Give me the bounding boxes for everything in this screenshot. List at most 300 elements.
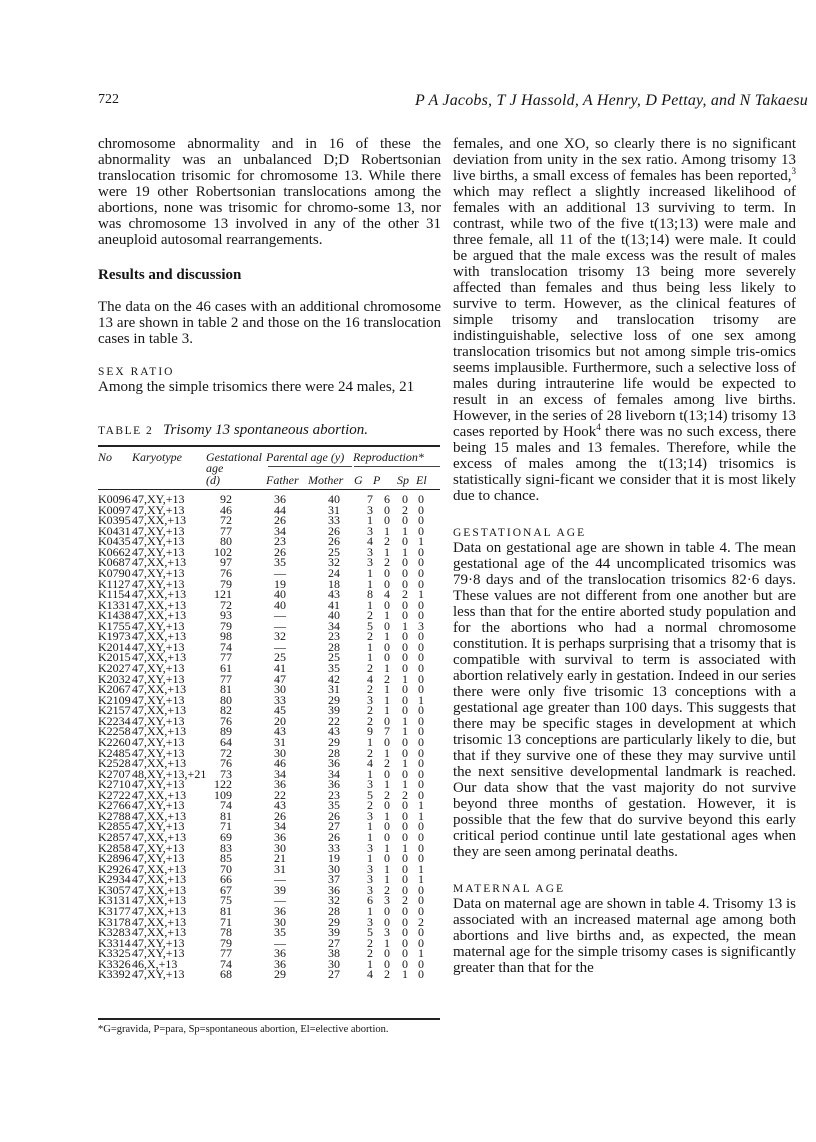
table-body: [98, 494, 428, 980]
cell-karyotype: 47,XX,+13: [132, 872, 187, 887]
cell-gestational-age: 46: [220, 502, 232, 517]
cell-mother-age: 23: [328, 629, 340, 644]
cell-karyotype: 47,XY,+13: [132, 734, 185, 749]
cell-gravida: 1: [367, 639, 373, 654]
page-number: 722: [98, 92, 119, 107]
cell-spontaneous: 0: [402, 819, 408, 834]
cell-spontaneous: 0: [402, 639, 408, 654]
cell-gestational-age: 61: [220, 661, 232, 675]
cell-para: 1: [384, 629, 390, 644]
cell-case-no: K0662: [98, 544, 131, 559]
cell-para: 0: [384, 851, 390, 866]
cell-gestational-age: 78: [220, 925, 232, 940]
cell-elective: 1: [418, 872, 424, 887]
cell-elective: 0: [418, 713, 424, 728]
cell-father-age: 30: [274, 914, 286, 929]
cell-case-no: K2858: [98, 840, 131, 855]
cell-mother-age: 26: [328, 523, 340, 538]
cell-father-age: 44: [274, 502, 286, 517]
cell-para: 2: [384, 967, 390, 982]
cell-elective: 0: [418, 597, 424, 612]
cell-karyotype: 47,XX,+13: [132, 882, 187, 897]
cell-para: 0: [384, 565, 390, 580]
cell-case-no: K0096: [98, 492, 131, 506]
cell-elective: 0: [418, 565, 424, 580]
cell-mother-age: 26: [328, 808, 340, 823]
cell-gravida: 8: [367, 587, 373, 602]
cell-case-no: K2707: [98, 766, 131, 781]
header-gestational-age: age: [206, 461, 224, 475]
cell-gravida: 9: [367, 724, 373, 739]
cell-karyotype: 48,XY,+13,+21: [132, 766, 207, 781]
cell-karyotype: 47,XX,+13: [132, 650, 187, 665]
cell-para: 1: [384, 840, 390, 855]
cell-spontaneous: 0: [402, 703, 408, 718]
cell-karyotype: 47,XX,+13: [132, 914, 187, 929]
cell-elective: 0: [418, 956, 424, 971]
cell-gravida: 2: [367, 713, 373, 728]
cell-mother-age: 27: [328, 967, 340, 982]
cell-mother-age: 34: [328, 766, 340, 781]
cell-case-no: K3392: [98, 967, 131, 982]
cell-father-age: 29: [274, 967, 286, 982]
cell-gestational-age: 77: [220, 946, 232, 961]
header-g: G: [354, 473, 363, 487]
cell-father-age: 36: [274, 777, 286, 792]
cell-elective: 2: [418, 914, 424, 929]
cell-spontaneous: 1: [402, 618, 408, 633]
cell-gestational-age: 79: [220, 618, 232, 633]
cell-father-age: 26: [274, 808, 286, 823]
cell-gestational-age: 102: [214, 544, 232, 559]
cell-case-no: K0395: [98, 513, 131, 528]
cell-elective: 1: [418, 587, 424, 602]
cell-spontaneous: 0: [402, 565, 408, 580]
cell-gravida: 1: [367, 576, 373, 591]
cell-mother-age: 40: [328, 608, 340, 623]
cell-gestational-age: 89: [220, 724, 232, 739]
cell-gestational-age: 122: [214, 777, 232, 792]
cell-mother-age: 36: [328, 756, 340, 771]
cell-spontaneous: 0: [402, 534, 408, 549]
cell-spontaneous: 0: [402, 492, 408, 506]
cell-gestational-age: 66: [220, 872, 232, 887]
cell-gravida: 3: [367, 502, 373, 517]
cell-elective: 0: [418, 639, 424, 654]
cell-gestational-age: 97: [220, 555, 232, 570]
cell-case-no: K2855: [98, 819, 131, 834]
cell-spontaneous: 0: [402, 513, 408, 528]
cell-gravida: 3: [367, 808, 373, 823]
cell-gestational-age: 64: [220, 734, 232, 749]
header-father: Father: [266, 473, 299, 487]
cell-elective: 1: [418, 798, 424, 813]
paragraph-gestational-age: Data on gestational age are shown in table 4. The mean gestational age of the 44 uncomplicated trisomics was 79·8 days and of the translocation trisomics 82·6 days. These values are not different from one another but are less than that for the entire aborted study population and for the abortions who had a normal chromosome constitution. It is perhaps surprising that a trisomy that is compatible with survival to term is associated with abortion relatively early in gestation. Indeed in our series there were only five trisomic 13 conceptions with a gestational age greater than 100 days. This suggests that there may be specific stages in development at which trisomic 13 conceptions are particularly likely to die, but that if they survive one of these they may survive until the next sensitive developmental landmark is reached. Our data show that the vast majority do not survive beyond three months of gestation. However, it is possible that the few that do survive beyond this early critical period continue until late gestational ages when they are seen among perinatal deaths.: [453, 540, 796, 860]
cell-elective: 0: [418, 766, 424, 781]
cell-elective: 0: [418, 819, 424, 834]
cell-father-age: 23: [274, 534, 286, 549]
cell-elective: 0: [418, 724, 424, 739]
cell-case-no: K2109: [98, 692, 131, 707]
cell-spontaneous: 0: [402, 861, 408, 876]
cell-spontaneous: 1: [402, 523, 408, 538]
cell-spontaneous: 0: [402, 830, 408, 844]
trisomy-13-table: [98, 494, 428, 980]
cell-gravida: 3: [367, 861, 373, 876]
header-sp: Sp: [397, 473, 409, 487]
cell-case-no: K1331: [98, 597, 131, 612]
cell-para: 3: [384, 925, 390, 940]
cell-karyotype: 47,XY,+13: [132, 639, 185, 654]
cell-mother-age: 28: [328, 903, 340, 918]
cell-father-age: 36: [274, 946, 286, 961]
cell-father-age: 31: [274, 734, 286, 749]
cell-case-no: K2067: [98, 682, 131, 697]
cell-mother-age: 38: [328, 946, 340, 961]
table-label: TABLE 2: [98, 425, 154, 437]
cell-father-age: —: [274, 872, 286, 887]
cell-father-age: 19: [274, 576, 286, 591]
cell-gravida: 7: [367, 492, 373, 506]
cell-para: 1: [384, 661, 390, 675]
cell-elective: 0: [418, 608, 424, 623]
cell-gravida: 5: [367, 925, 373, 940]
cell-gravida: 4: [367, 534, 373, 549]
cell-gravida: 1: [367, 650, 373, 665]
cell-para: 0: [384, 956, 390, 971]
cell-spontaneous: 0: [402, 597, 408, 612]
cell-case-no: K2014: [98, 639, 131, 654]
cell-spontaneous: 2: [402, 787, 408, 802]
cell-elective: 1: [418, 534, 424, 549]
header-gestational: Gestational: [206, 450, 262, 464]
cell-karyotype: 47,XX,+13: [132, 787, 187, 802]
cell-case-no: K2258: [98, 724, 131, 739]
header-parental-age: Parental age (y): [266, 450, 345, 464]
cell-karyotype: 47,XY,+13: [132, 946, 185, 961]
cell-spontaneous: 0: [402, 914, 408, 929]
cell-para: 0: [384, 819, 390, 834]
cell-father-age: 25: [274, 650, 286, 665]
cell-karyotype: 47,XX,+13: [132, 682, 187, 697]
parental-subrule: [268, 466, 352, 467]
cell-gestational-age: 93: [220, 608, 232, 623]
cell-mother-age: 32: [328, 893, 340, 908]
cell-gravida: 1: [367, 597, 373, 612]
cell-case-no: K3178: [98, 914, 131, 929]
cell-karyotype: 47,XY,+13: [132, 745, 185, 760]
text-segment: there was no such excess, there being 15 males and 13 females. Therefore, while the excess of males among the t(13;14) trisomics is statistically signi-ficant we consider that it is most likely due to chance.: [453, 424, 796, 504]
cell-mother-age: 30: [328, 861, 340, 876]
cell-elective: 0: [418, 555, 424, 570]
cell-elective: 0: [418, 925, 424, 940]
cell-case-no: K2934: [98, 872, 131, 887]
cell-elective: 0: [418, 830, 424, 844]
cell-gravida: 4: [367, 967, 373, 982]
cell-mother-age: 31: [328, 502, 340, 517]
cell-gravida: 3: [367, 544, 373, 559]
cell-para: 6: [384, 492, 390, 506]
cell-elective: 0: [418, 851, 424, 866]
cell-karyotype: 47,XX,+13: [132, 808, 187, 823]
cell-case-no: K2157: [98, 703, 131, 718]
cell-karyotype: 47,XX,+13: [132, 555, 187, 570]
cell-mother-age: 33: [328, 840, 340, 855]
cell-case-no: K2234: [98, 713, 131, 728]
cell-father-age: 30: [274, 745, 286, 760]
cell-karyotype: 47,XX,+13: [132, 608, 187, 623]
cell-spontaneous: 1: [402, 724, 408, 739]
cell-gestational-age: 81: [220, 903, 232, 918]
cell-para: 1: [384, 935, 390, 950]
cell-gestational-age: 72: [220, 513, 232, 528]
cell-gravida: 5: [367, 618, 373, 633]
cell-para: 0: [384, 650, 390, 665]
cell-gestational-age: 79: [220, 935, 232, 950]
cell-spontaneous: 0: [402, 661, 408, 675]
cell-case-no: K0790: [98, 565, 131, 580]
cell-case-no: K1127: [98, 576, 131, 591]
reproduction-subrule: [354, 466, 440, 467]
cell-gravida: 1: [367, 903, 373, 918]
cell-para: 0: [384, 798, 390, 813]
cell-karyotype: 47,XX,+13: [132, 513, 187, 528]
cell-father-age: 31: [274, 861, 286, 876]
cell-karyotype: 47,XY,+13: [132, 777, 185, 792]
paragraph-sex-ratio: Among the simple trisomics there were 24 males, 21: [98, 379, 415, 395]
cell-gravida: 1: [367, 830, 373, 844]
cell-gravida: 1: [367, 819, 373, 834]
cell-elective: 0: [418, 703, 424, 718]
cell-mother-age: 40: [328, 492, 340, 506]
header-p: P: [373, 473, 381, 487]
cell-gestational-age: 98: [220, 629, 232, 644]
cell-karyotype: 47,XY,+13: [132, 661, 185, 675]
cell-case-no: K2260: [98, 734, 131, 749]
cell-spontaneous: 0: [402, 608, 408, 623]
cell-gestational-age: 121: [214, 587, 232, 602]
cell-gravida: 3: [367, 840, 373, 855]
cell-elective: 0: [418, 893, 424, 908]
cell-karyotype: 47,XY,+13: [132, 492, 185, 506]
cell-case-no: K3177: [98, 903, 131, 918]
cell-para: 0: [384, 502, 390, 517]
cell-para: 2: [384, 555, 390, 570]
cell-para: 1: [384, 777, 390, 792]
left-column: [98, 136, 441, 395]
subheading-sex-ratio: SEX RATIO: [98, 366, 175, 378]
cell-para: 0: [384, 903, 390, 918]
cell-mother-age: 39: [328, 703, 340, 718]
cell-gestational-age: 67: [220, 882, 232, 897]
text-segment: which may reflect a slightly increased likelihood of females with an additional 13 surviving to term. In contrast, while two of the five t(13;13) were male and three female, all 11 of the t(13;14) were male. It could be argued that the male excess was the result of males with translocation trisomy 13 being more severely affected than females and thus being less likely to survive to term. However, as the clinical features of simple trisomy and translocation trisomy are indistinguishable, selective loss of one sex among translocation trisomics but not among simple tris-omics seems implausible. Furthermore, such a selective loss of males during intrauterine life would be expected to result in an excess of females among live births. However, in the series of 28 liveborn t(13;14) trisomy 13 cases reported by Hook: [453, 184, 796, 440]
cell-elective: 0: [418, 745, 424, 760]
cell-mother-age: 28: [328, 639, 340, 654]
table-bottom-rule: [98, 1018, 440, 1020]
cell-karyotype: 47,XX,+13: [132, 903, 187, 918]
table-header-rule: [98, 489, 440, 490]
cell-father-age: 40: [274, 587, 286, 602]
cell-father-age: 47: [274, 671, 286, 686]
cell-spontaneous: 0: [402, 882, 408, 897]
cell-case-no: K2032: [98, 671, 131, 686]
cell-elective: 1: [418, 692, 424, 707]
cell-elective: 0: [418, 756, 424, 771]
cell-elective: 0: [418, 576, 424, 591]
cell-karyotype: 47,XX,+13: [132, 587, 187, 602]
cell-gravida: 2: [367, 935, 373, 950]
cell-spontaneous: 0: [402, 734, 408, 749]
cell-case-no: K0431: [98, 523, 131, 538]
cell-spontaneous: 0: [402, 851, 408, 866]
cell-gestational-age: 109: [214, 787, 232, 802]
cell-para: 1: [384, 872, 390, 887]
table-footnote: *G=gravida, P=para, Sp=spontaneous abortion, El=elective abortion.: [98, 1024, 389, 1035]
cell-para: 7: [384, 724, 390, 739]
cell-case-no: K0435: [98, 534, 131, 549]
cell-para: 4: [384, 587, 390, 602]
cell-para: 0: [384, 914, 390, 929]
cell-elective: 0: [418, 661, 424, 675]
table-row: [98, 969, 428, 980]
cell-gravida: 6: [367, 893, 373, 908]
cell-gravida: 2: [367, 946, 373, 961]
cell-gestational-age: 92: [220, 492, 232, 506]
cell-spontaneous: 2: [402, 587, 408, 602]
cell-mother-age: 33: [328, 513, 340, 528]
cell-case-no: K3057: [98, 882, 131, 897]
cell-para: 2: [384, 787, 390, 802]
cell-case-no: K2485: [98, 745, 131, 760]
cell-mother-age: 23: [328, 787, 340, 802]
cell-gestational-age: 74: [220, 956, 232, 971]
cell-case-no: K0687: [98, 555, 131, 570]
cell-case-no: K2027: [98, 661, 131, 675]
cell-mother-age: 35: [328, 661, 340, 675]
cell-gestational-age: 71: [220, 914, 232, 929]
cell-father-age: 20: [274, 713, 286, 728]
cell-case-no: K1154: [98, 587, 131, 602]
cell-gestational-age: 85: [220, 851, 232, 866]
cell-spontaneous: 0: [402, 650, 408, 665]
cell-gravida: 3: [367, 882, 373, 897]
cell-karyotype: 47,XY,+13: [132, 840, 185, 855]
cell-father-age: 45: [274, 703, 286, 718]
cell-spontaneous: 1: [402, 713, 408, 728]
cell-gestational-age: 69: [220, 830, 232, 844]
cell-mother-age: 34: [328, 618, 340, 633]
cell-karyotype: 47,XY,+13: [132, 523, 185, 538]
cell-gravida: 1: [367, 956, 373, 971]
running-head: P A Jacobs, T J Hassold, A Henry, D Pettay, and N Takaesu: [414, 92, 808, 109]
cell-gestational-age: 74: [220, 639, 232, 654]
cell-gravida: 3: [367, 872, 373, 887]
cell-karyotype: 47,XX,+13: [132, 703, 187, 718]
cell-gestational-age: 81: [220, 682, 232, 697]
cell-elective: 0: [418, 671, 424, 686]
cell-father-age: 36: [274, 903, 286, 918]
cell-mother-age: 27: [328, 935, 340, 950]
cell-gravida: 5: [367, 787, 373, 802]
cell-gravida: 2: [367, 682, 373, 697]
section-heading-results: Results and discussion: [98, 267, 242, 283]
cell-case-no: K3283: [98, 925, 131, 940]
cell-elective: 0: [418, 502, 424, 517]
paragraph-sex-ratio-continued: [453, 136, 796, 504]
cell-mother-age: 18: [328, 576, 340, 591]
subheading-gestational-age: GESTATIONAL AGE: [453, 527, 587, 539]
cell-karyotype: 47,XX,+13: [132, 756, 187, 771]
cell-gestational-age: 80: [220, 692, 232, 707]
cell-case-no: K2788: [98, 808, 131, 823]
cell-mother-age: 26: [328, 830, 340, 844]
cell-karyotype: 47,XY,+13: [132, 544, 185, 559]
cell-karyotype: 47,XY,+13: [132, 502, 185, 517]
cell-father-age: 26: [274, 513, 286, 528]
cell-para: 1: [384, 544, 390, 559]
cell-gestational-age: 76: [220, 713, 232, 728]
cell-para: 2: [384, 671, 390, 686]
cell-gravida: 1: [367, 565, 373, 580]
cell-gestational-age: 72: [220, 597, 232, 612]
cell-father-age: 21: [274, 851, 286, 866]
cell-case-no: K2015: [98, 650, 131, 665]
cell-para: 0: [384, 639, 390, 654]
cell-mother-age: 43: [328, 587, 340, 602]
cell-para: 2: [384, 534, 390, 549]
cell-karyotype: 47,XX,+13: [132, 830, 187, 844]
cell-mother-age: 41: [328, 597, 340, 612]
cell-mother-age: 37: [328, 872, 340, 887]
cell-gravida: 3: [367, 555, 373, 570]
cell-elective: 0: [418, 682, 424, 697]
cell-father-age: 22: [274, 787, 286, 802]
cell-case-no: K2710: [98, 777, 131, 792]
cell-karyotype: 47,XY,+13: [132, 935, 185, 950]
cell-elective: 0: [418, 935, 424, 950]
cell-gestational-age: 79: [220, 576, 232, 591]
cell-father-age: 36: [274, 492, 286, 506]
cell-gravida: 4: [367, 671, 373, 686]
cell-father-age: —: [274, 639, 286, 654]
cell-karyotype: 47,XX,+13: [132, 629, 187, 644]
cell-para: 0: [384, 946, 390, 961]
cell-karyotype: 47,XY,+13: [132, 798, 185, 813]
cell-mother-age: 24: [328, 565, 340, 580]
cell-elective: 0: [418, 734, 424, 749]
cell-para: 0: [384, 766, 390, 781]
cell-spontaneous: 1: [402, 544, 408, 559]
cell-spontaneous: 2: [402, 502, 408, 517]
cell-para: 1: [384, 692, 390, 707]
cell-karyotype: 47,XX,+13: [132, 724, 187, 739]
cell-case-no: K2528: [98, 756, 131, 771]
cell-gravida: 3: [367, 914, 373, 929]
cell-case-no: K2926: [98, 861, 131, 876]
cell-gestational-age: 72: [220, 745, 232, 760]
cell-para: 0: [384, 597, 390, 612]
cell-mother-age: 29: [328, 914, 340, 929]
cell-gravida: 2: [367, 798, 373, 813]
cell-father-age: 34: [274, 523, 286, 538]
cell-mother-age: 30: [328, 956, 340, 971]
cell-father-age: 35: [274, 925, 286, 940]
cell-father-age: 35: [274, 555, 286, 570]
cell-elective: 0: [418, 513, 424, 528]
cell-gestational-age: 70: [220, 861, 232, 876]
cell-mother-age: 26: [328, 534, 340, 549]
cell-para: 0: [384, 713, 390, 728]
